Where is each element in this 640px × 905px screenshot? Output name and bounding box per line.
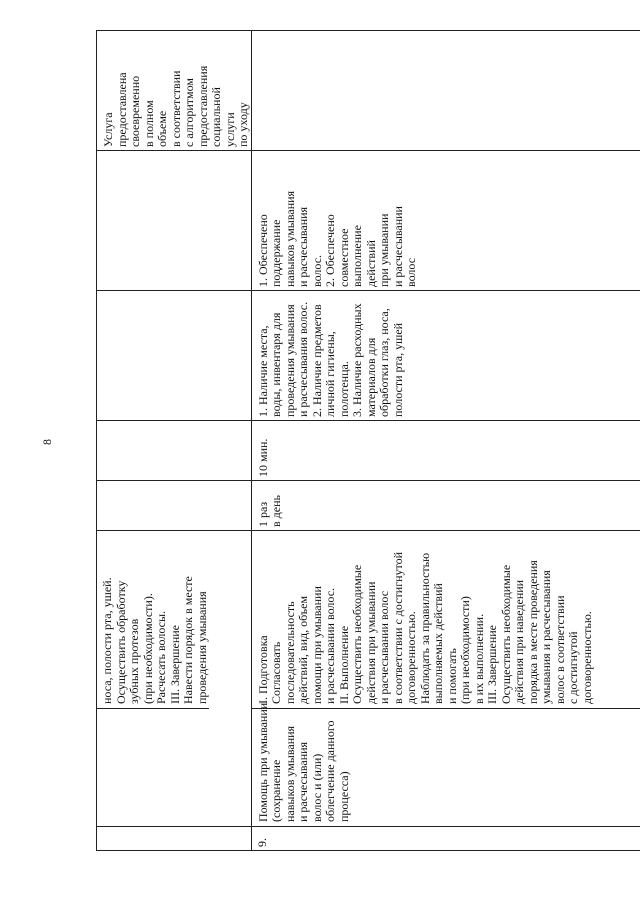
text-line: носа, полости рта, ушей. [100, 577, 114, 704]
text-line: и расчесывания [296, 206, 310, 287]
text-line: услуги [222, 112, 237, 147]
text-line: и расчесывании волос. [323, 587, 337, 704]
rotated-table-wrapper [96, 31, 594, 851]
text-line: I. Подготовка [255, 635, 270, 704]
text-line: совместное [336, 228, 351, 287]
conditions [251, 291, 640, 421]
text-line: Расчесать волосы. [154, 610, 168, 704]
text-line: при умывании [377, 213, 391, 287]
text-line: с достигнутой [566, 631, 580, 704]
text-line: навыков умывания [282, 725, 297, 822]
text-line: процесса) [336, 771, 351, 822]
text-line: проведения умывания [194, 591, 209, 704]
text-line: облегчение данного [323, 720, 337, 822]
text-line: действия при наведении [512, 579, 526, 704]
quality-indicators [251, 151, 640, 291]
text-line: выполняемых действий [431, 583, 445, 704]
cell-duration-empty [97, 421, 252, 481]
text-line: зубных протезов [127, 618, 141, 704]
text-line: поддержание [269, 219, 283, 287]
text-line: 1 раз [255, 501, 270, 527]
text-line: 3. Наличие расходных [350, 303, 364, 417]
text-line: Навести порядок в месте [181, 576, 195, 704]
text-line: навыков умывания [282, 190, 297, 287]
service-steps [252, 531, 640, 708]
table-row-continuation [97, 31, 252, 851]
text-line: II. Выполнение [336, 625, 351, 704]
text-line: объеме [155, 110, 169, 147]
text-line: проведения умывания [282, 304, 297, 417]
text-line: предоставлена [114, 72, 129, 147]
text-line: действия при умывании [363, 581, 378, 704]
cell-indicators-empty [97, 151, 252, 291]
text-line: волос [404, 257, 418, 287]
text-line: 2. Обеспечено [323, 214, 337, 287]
text-line: и расчесывания [296, 741, 310, 822]
text-line: и расчесывания волос. [296, 301, 310, 417]
steps-continuation [97, 531, 209, 708]
text-line: предоставления [195, 65, 210, 147]
text-line: полости рта, ушей [390, 322, 405, 417]
text-line: Осуществить обработку [113, 580, 128, 704]
text-line: Помощь при умывании [255, 702, 270, 822]
page-number: 8 [40, 439, 54, 445]
text-line: 1. Наличие места, [255, 325, 270, 417]
frequency [251, 481, 640, 531]
text-line: воды, инвентаря для [269, 312, 283, 417]
services-table [96, 30, 640, 851]
row-number: 9. [251, 827, 640, 851]
text-line: с алгоритмом [182, 78, 196, 147]
cell-result [97, 31, 252, 151]
text-line: и помогать [444, 648, 459, 704]
text-line: III. Завершение [485, 625, 499, 704]
text-line: в день [269, 495, 283, 527]
text-line: (при необходимости) [458, 596, 472, 704]
text-line: действий [363, 240, 378, 287]
text-line: Наблюдать за правильностью [417, 552, 432, 704]
duration: 10 мин. [251, 421, 640, 481]
text-line: III. Завершение [167, 625, 182, 704]
text-line: (при необходимости). [140, 593, 155, 704]
cell-frequency-empty [97, 481, 252, 531]
text-line: Осуществить необходимые [498, 564, 513, 704]
cell-service-empty [97, 708, 209, 826]
text-line: порядка в месте проведения [525, 560, 540, 704]
text-line: волос. [309, 254, 324, 287]
text-line: выполнение [350, 225, 364, 287]
text-line: своевременно [128, 75, 142, 147]
text-line: (сохранение [269, 759, 283, 822]
text-line: 2. Наличие предметов [309, 304, 324, 417]
text-line: в соответствии с достигнутой [390, 551, 405, 704]
cell-service-steps [251, 531, 640, 827]
text-line: социальной [209, 87, 223, 147]
text-line: Согласовать [269, 641, 283, 704]
text-line: личной гигиены, [323, 331, 337, 417]
service-name [252, 702, 640, 826]
cell-result-empty [251, 31, 640, 151]
cell-conditions-empty [97, 291, 252, 421]
text-line: умывания и расчесывания [539, 570, 553, 704]
text-line: в соответствии [168, 70, 183, 147]
text-line: по уходу [236, 102, 250, 147]
text-line: волос в соответствии [552, 595, 567, 704]
text-line: Услуга [101, 112, 115, 147]
text-line: в полном [141, 100, 156, 147]
text-line: помощи при умывании [309, 586, 324, 704]
text-line: полотенца. [336, 361, 351, 417]
text-line: в их выполнении. [471, 613, 486, 704]
cell-num-empty [97, 827, 252, 851]
text-line: волос и (или) [309, 753, 324, 822]
text-line: обработки глаз, носа, [377, 308, 391, 417]
text-line: и расчесывании волос [377, 590, 391, 704]
text-line: последовательность [282, 601, 297, 704]
text-line: материалов для [363, 337, 378, 417]
text-line: Осуществить необходимые [350, 564, 364, 704]
cell-service-steps-continuation [97, 531, 252, 827]
text-line: действий, вид, объем [296, 595, 310, 704]
text-line: и расчесывании [390, 206, 405, 287]
text-line: договоренностью. [404, 611, 418, 704]
table-row-9 [251, 31, 640, 851]
text-line: договоренностью. [579, 611, 594, 704]
text-line: 1. Обеспечено [255, 214, 270, 287]
